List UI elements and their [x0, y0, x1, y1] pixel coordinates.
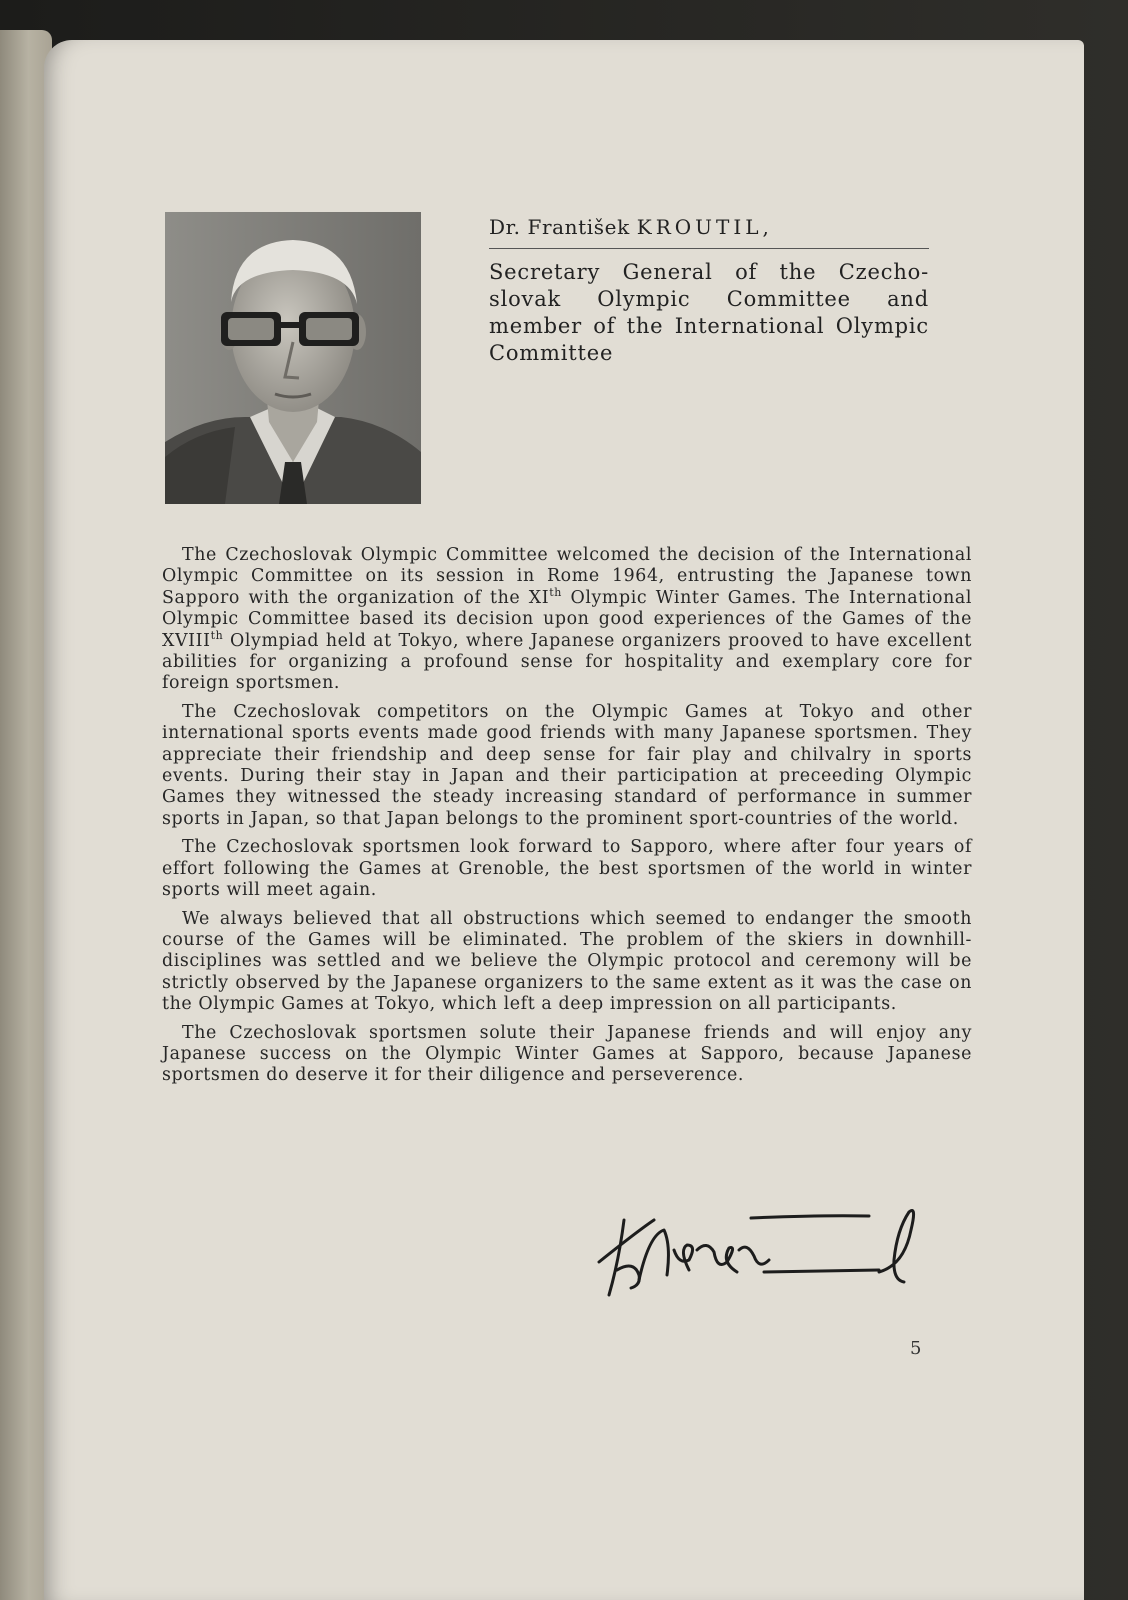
- paragraph-1-part-3: Olympiad held at Tokyo, where Japanese organizers prooved to have excellent abilities for organizing a profound sense for hospitality and exemplary core for foreign sportsmen.: [162, 630, 972, 694]
- ordinal-suffix: th: [210, 628, 224, 642]
- author-first-name: Dr. František: [489, 215, 630, 239]
- paragraph-4: We always believed that all obstructions which seemed to endanger the smooth course of the Games will be eliminated. The problem of the skiers in downhill-disciplines was settled and we believe the Olympic protocol and ceremony will be strictly observed by the Japanese organizers to the same extent as it was the case on the Olympic Games at Tokyo, which left a deep impression on all participants.: [162, 908, 972, 1015]
- author-surname: KROUTIL,: [636, 215, 773, 239]
- paragraph-1-part-2: Olympic Winter Games. The International Olympic Committee based its decision upon good experiences of the Games of the XVIII: [162, 587, 973, 651]
- paragraph-1-part-1: The Czechoslovak Olympic Committee welcomed the decision of the International Olympic Committee on its session in Rome 1964, entrusting the Japanese town Sapporo with the organization of the XI: [162, 545, 972, 608]
- paragraph-3: The Czechoslovak sportsmen look forward to Sapporo, where after four years of effort following the Games at Grenoble, the best sportsmen of the world in winter sports will meet again.: [162, 837, 972, 901]
- author-name: [489, 210, 972, 246]
- signature: [579, 1190, 959, 1300]
- ordinal-suffix: th: [549, 586, 562, 600]
- portrait-illustration: [165, 212, 421, 504]
- document-page: [44, 40, 1084, 1600]
- handwritten-signature: [579, 1190, 959, 1300]
- paragraph-1: [162, 545, 972, 695]
- header-rule: [489, 248, 929, 249]
- author-header: [489, 210, 972, 367]
- author-title: Secretary General of the Czecho-slovak Olympic Committee and member of the International Olympic Committee: [489, 260, 929, 365]
- letter-body: [162, 545, 972, 1094]
- paragraph-2: The Czechoslovak competitors on the Olympic Games at Tokyo and other international sports events made good friends with many Japanese sportsmen. They appreciate their friendship and deep sense for fair play and chilvalry in sports events. During their stay in Japan and their participation at preceeding Olympic Games they witnessed the steady increasing standard of performance in summer sports in Japan, so that Japan belongs to the prominent sport-countries of the world.: [162, 701, 972, 829]
- portrait-photo: [165, 212, 421, 504]
- paragraph-5: The Czechoslovak sportsmen solute their Japanese friends and will enjoy any Japanese success on the Olympic Winter Games at Sapporo, because Japanese sportsmen do deserve it for their diligence and perseverence.: [162, 1022, 972, 1086]
- page-number: 5: [910, 1338, 922, 1359]
